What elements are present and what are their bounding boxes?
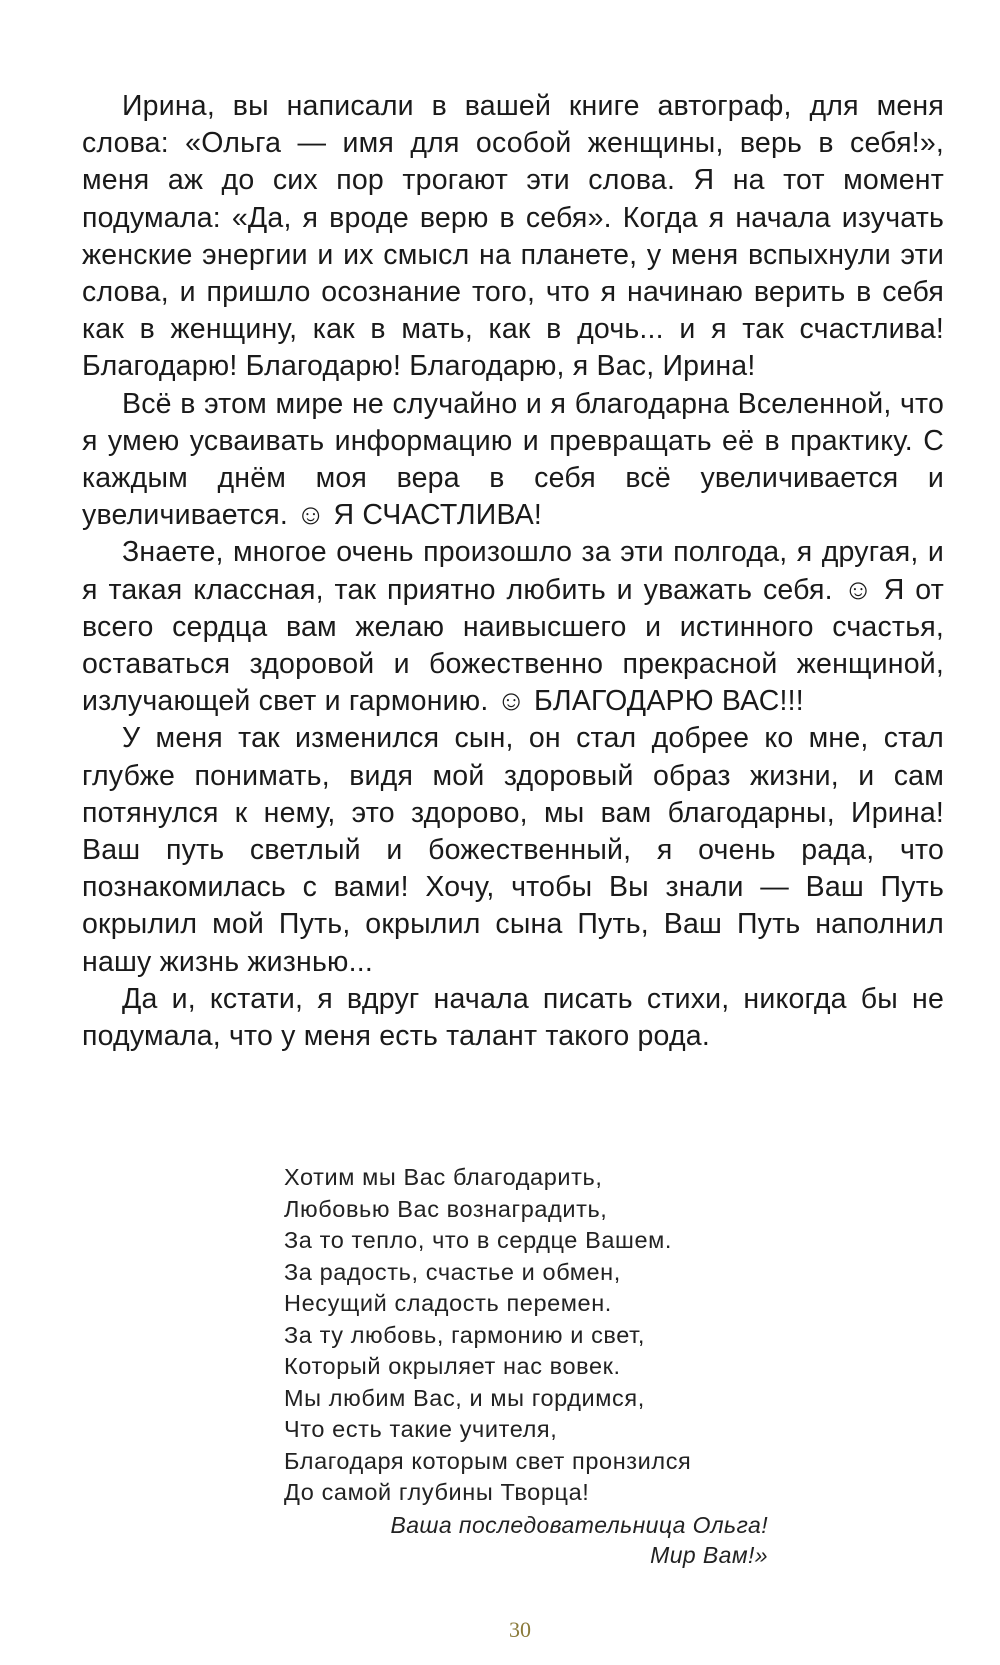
paragraph: У меня так изменился сын, он стал добрее ко мне, стал глубже понимать, видя мой здоровый образ жизни, и сам потянулся к нему, это здорово, мы вам благодарны, Ирина! Ваш путь светлый и божественный, я очень рада, что познакомилась с вами! Хочу, чтобы Вы знали — Ваш Путь окрылил мой Путь, окрылил сына Путь, Ваш Путь наполнил нашу жизнь жизнью... [82, 722, 944, 978]
signature-line: Мир Вам!» [650, 1542, 768, 1568]
poem-line: Благодаря которым свет пронзился [284, 1447, 692, 1474]
poem-line: Мы любим Вас, и мы гордимся, [284, 1384, 645, 1411]
poem-line: Любовью Вас вознаградить, [284, 1195, 608, 1222]
signature-line: Ваша последовательница Ольга! [390, 1512, 768, 1538]
page-number: 30 [509, 1617, 531, 1642]
signature [300, 1510, 768, 1570]
poem-line: Который окрыляет нас вовек. [284, 1353, 621, 1379]
paragraph: Да и, кстати, я вдруг начала писать стихи, никогда бы не подумала, что у меня есть талант такого рода. [82, 982, 944, 1053]
poem-line: За ту любовь, гармонию и свет, [284, 1321, 646, 1348]
poem-line: Несущий сладость перемен. [284, 1290, 612, 1316]
poem [284, 1162, 804, 1509]
poem-line: До самой глубины Творца! [284, 1479, 590, 1505]
poem-line: Что есть такие учителя, [284, 1416, 558, 1442]
paragraph: Знаете, многое очень произошло за эти полгода, я другая, и я такая классная, так приятно любить и уважать себя. ☺ Я от всего сердца вам желаю наивысшего и истинного счастья, оставаться здоровой и божественно прекрасной женщиной, излучающей свет и гармонию. ☺ БЛАГОДАРЮ ВАС!!! [82, 536, 944, 718]
paragraph: Всё в этом мире не случайно и я благодарна Вселенной, что я умею усваивать информацию и превращать её в практику. С каждым днём моя вера в себя всё увеличивается и увеличивается. ☺ Я СЧАСТЛИВА! [82, 387, 944, 532]
paragraph: Ирина, вы написали в вашей книге автограф, для меня слова: «Ольга — имя для особой женщины, верь в себя!», меня аж до сих пор трогают эти слова. Я на тот момент подумала: «Да, я вроде верю в себя». Когда я начала изучать женские энергии и их смысл на планете, у меня вспыхнули эти слова, и пришло осознание того, что я начинаю верить в себя как в женщину, как в мать, как в дочь... и я так счастлива! Благодарю! Благодарю! Благодарю, я Вас, Ирина! [82, 90, 944, 383]
poem-line: За радость, счастье и обмен, [284, 1258, 621, 1285]
letter-body [82, 88, 944, 1055]
poem-line: За то тепло, что в сердце Вашем. [284, 1227, 673, 1253]
poem-line: Хотим мы Вас благодарить, [284, 1164, 603, 1190]
